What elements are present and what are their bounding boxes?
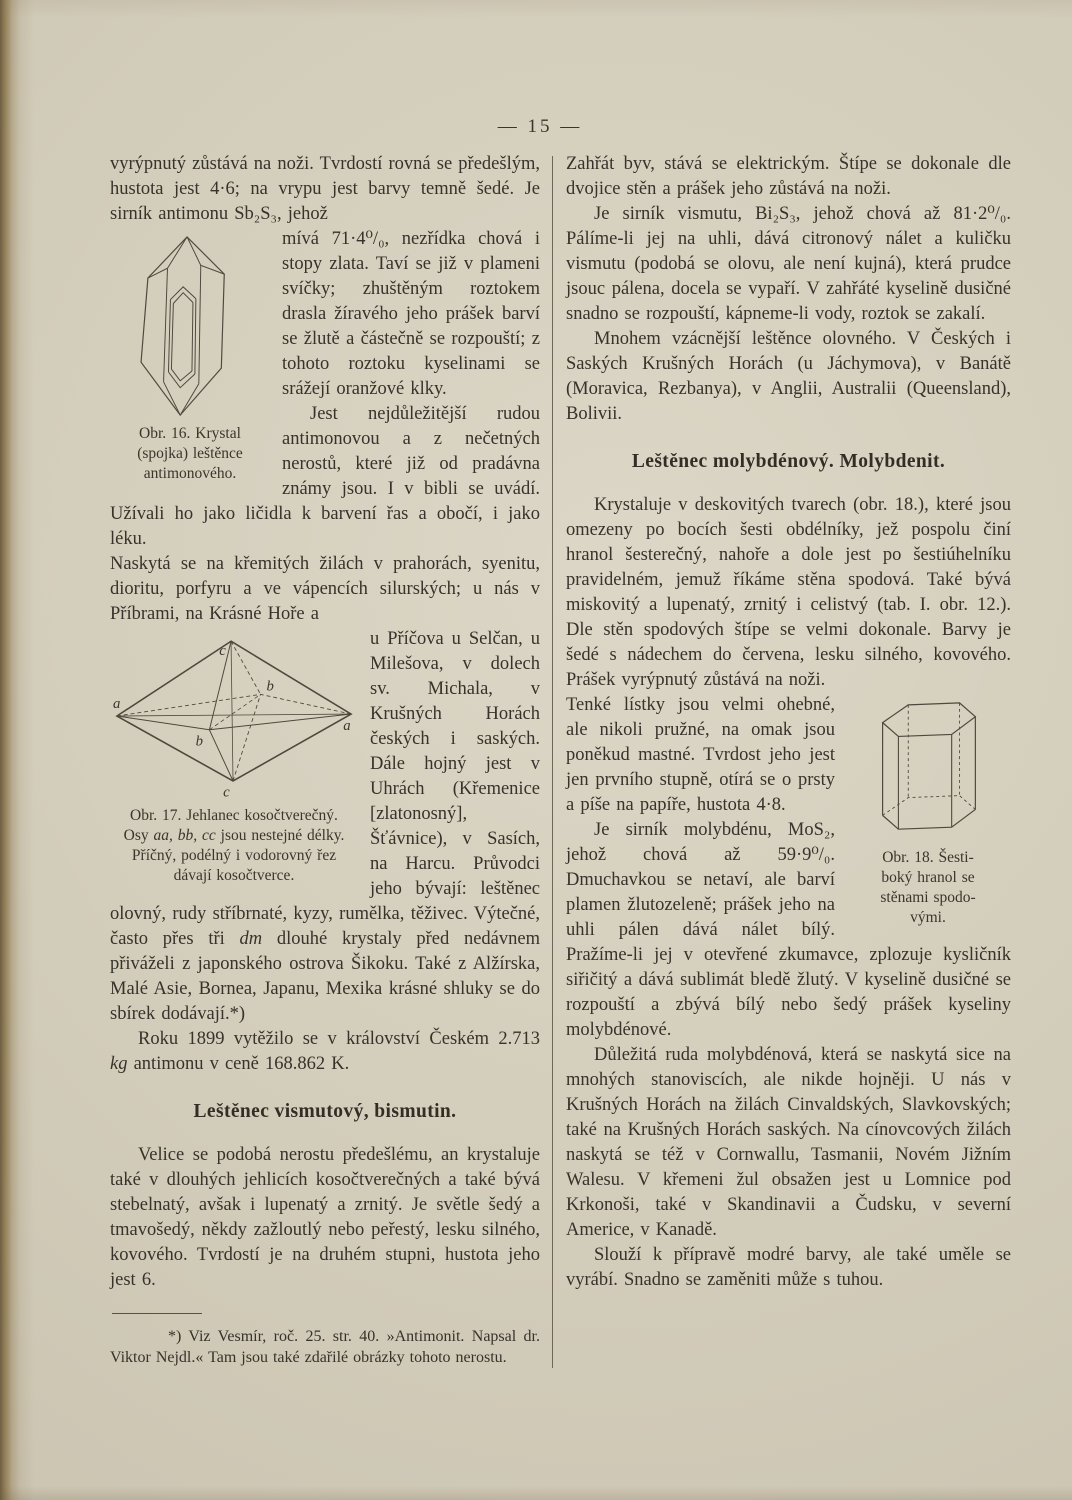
figure-16-caption: Obr. 16. Krystal (spojka) leštěnce antimonového. [137, 425, 243, 482]
right-column [566, 152, 1011, 1368]
axis-label-a-left: a [112, 696, 121, 713]
figure-17 [110, 633, 358, 886]
paragraph-antimonit-occurrence: Naskytá se na křemitých žilách v prahorách, syenitu, dioritu, porfyru a ve vápencích silurských; u nás v Příbrami, na Krásné Hoře a [110, 554, 540, 624]
figure-18 [845, 695, 1011, 928]
axis-label-c-bottom: c [223, 784, 230, 801]
paragraph-molybdenit-chemistry: Je sirník molybdénu, MoS₂, jehož chová až 59·9⁰/₀. Dmuchavkou se netaví, ale barví plamen žlutozeleně; prášek jeho na uhli pálen dává nálet bílý. Pražíme-li jej v otevřené zkumavce, zplozuje kysličník siřičitý a dává sublimát bledě žlutý. V kyselině dusičné se rozpouští a zbývá bílý nebo šedý prášek kyseliny molybdénové. [566, 820, 1011, 1040]
left-column [110, 152, 540, 1368]
paragraph-molybdenit-use: Slouží k přípravě modré barvy, ale také uměle se vyrábí. Snadno se zaměniti může s tuhou. [566, 1245, 1011, 1290]
paragraph-antimonit-continues: vyrýpnutý zůstává na noži. Tvrdostí rovná se předešlým, hustota jest 4·6; na vrypu jest barvy temně šedé. Je sirník antimonu Sb₂S₃, jehož [110, 154, 540, 224]
axis-label-b-front: b [195, 733, 203, 750]
axis-label-b-back: b [266, 678, 274, 695]
figure-18-caption: Obr. 18. Šesti- boký hranol se stěnami spodo- vými. [880, 849, 976, 926]
figure-16 [110, 233, 270, 484]
paragraph-antimonit-properties: mívá 71·4⁰/₀, nezřídka chová i stopy zlata. Taví se již v plameni svíčky; zhuštěným roztokem drasla žíravého jeho prášek barví se žlutě a částečně se rozpouští; z tohoto roztoku kyselinami se srážejí oranžové klky. [282, 229, 540, 399]
page-number: — 15 — [497, 116, 583, 137]
paragraph-antimonit-localities: u Příčova u Selčan, u Milešova, v dolech sv. Michala, v Krušných Horách českých i saských. Dále hojný jest v Uhrách (Křemenice [zlatonosný], Šťávnice), v Sasích, na Harcu. Průvodci jeho bývají: leštěnec olovný, rudy stříbrnaté, kyzy, rumělka, těživec. Výtečné, často přes tři dm dlouhé krystaly před nedávnem přiváželi z japonského ostrova Šikoku. Také z Alžírska, Malé Asie, Bornea, Japanu, Mexika krásné shluky se do sbírek dodávají.*) [110, 629, 540, 1024]
page-left-edge-shadow [0, 0, 34, 1500]
footnote-vesmir: *) Viz Vesmír, roč. 25. str. 40. »Antimonit. Napsal dr. Viktor Nejdl.« Tam jsou také zdařilé obrázky tohoto nerostu. [110, 1328, 540, 1366]
footnote-rule [112, 1313, 202, 1314]
paragraph-antimonit-use: Jest nejdůležitější rudou antimonovou a z nečetných nerostů, které již od pradávna známy jsou. I v bibli se uvádí. Užívali ho jako ličidla k barvení řas a obočí, i jako léku. [110, 404, 540, 549]
crystal-drawing-antimonite-icon [131, 233, 249, 419]
page-bottom-edge-shadow [0, 1486, 1072, 1500]
octahedron-drawing-icon [111, 633, 357, 801]
section-heading-bismutin: Leštěnec vismutový, bismutin. [193, 1101, 457, 1122]
paragraph-bismutin-description: Velice se podobá nerostu předešlému, an krystaluje také v dlouhých jehlicích kosočtverečných a také bývá stebelnatý, avšak i lupenatý a zrnitý. Je světle šedý a tmavošedý, někdy zažloutlý nebo peřestý, lesku silného, kovového. Tvrdostí je na druhém stupni, hustota jeho jest 6. [110, 1145, 540, 1290]
axis-label-a-right: a [343, 717, 351, 734]
column-divider [552, 156, 553, 1368]
paragraph-bismutin-chemistry: Je sirník vismutu, Bi₂S₃, jehož chová až 81·2⁰/₀. Pálíme-li jej na uhli, dává citronový nálet a kuličku vismutu (podobá se olovu, ale není kujná), která prudce jsouc pálena, docela se vypaří. V zahřáté kyselině dusičné snadno se rozpouští, kápneme-li vody, roztok se zakalí. [566, 204, 1011, 324]
paragraph-bismutin-localities: Mnohem vzácnější leštěnce olovného. V Českých i Saských Krušných Horách (u Jáchymova), v Banátě (Moravica, Rezbanya), v Anglii, Australii (Queensland), Bolivii. [566, 329, 1011, 424]
axis-label-c-top: c [219, 643, 226, 660]
paragraph-molybdenit-localities: Důležitá ruda molybdénová, která se naskytá sice na mnohých stanoviscích, ale nikde hojněji. U nás v Krušných Horách na žilách Cinvaldských, Slavkovských; také na Krušných Horách saských. Na cínovcových žilách naskytá se též v Cornwallu, Tasmanii, Novém Jižním Walesu. V křemeni žul obsažen jest u Lomnice pod Krkonoši, také v Skandinavii a Čudsku, v severní Americe, v Kanadě. [566, 1045, 1011, 1240]
two-column-text-block [110, 152, 1012, 1368]
section-heading-molybdenit: Leštěnec molybdénový. Molybdenit. [631, 451, 946, 472]
paragraph-molybdenit-crystals: Krystaluje v deskovitých tvarech (obr. 18.), které jsou omezeny po bocích šesti obdélníky, jež pospolu činí hranol šesterečný, nahoře a dole jest po šestiúhelníku pravidelném, jemuž říkáme stěna spodová. Také bývá miskovitý a lupenatý, zrnitý i celistvý (tab. I. obr. 12.). Dle stěn spodových štípe se velmi dokonale. Barvy je šedé s nádechem do červena, lesku silného, kovového. Prášek vyrýpnutý zůstává na noži. [566, 495, 1011, 690]
paragraph-bismutin-electric: Zahřát byv, stává se elektrickým. Štípe se dokonale dle dvojice stěn a prášek jeho zůstává na noži. [566, 154, 1011, 199]
hexagonal-prism-drawing-icon [872, 695, 984, 843]
paragraph-molybdenit-flakes: Tenké lístky jsou velmi ohebné, ale nikoli pružné, na omak jsou poněkud mastné. Tvrdost jeho jest jen prvního stupně, otírá se o prsty a píše na papíře, hustota 4·8. [566, 695, 835, 815]
paragraph-antimonit-production: Roku 1899 vytěžilo se v království Českém 2.713 kg antimonu v ceně 168.862 K. [110, 1029, 540, 1074]
figure-17-caption: Obr. 17. Jehlanec kosočtverečný. Osy aa, bb, cc jsou nestejné délky. Příčný, podélný i vodorovný řez dávají kosočtverce. [123, 807, 345, 884]
